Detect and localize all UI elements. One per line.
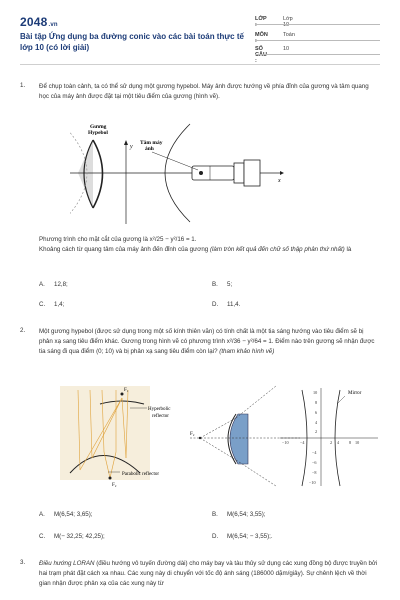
svg-text:F₁: F₁ (124, 388, 129, 393)
svg-text:8: 8 (349, 440, 352, 445)
question-1-text: Để chụp toàn cảnh, ta có thể sử dụng một gương hypebol. Máy ảnh được hướng về phía đỉnh của gương và tâm quang học của máy ảnh được đặt tại một tiêu điểm của gương (hình vẽ). (39, 83, 369, 100)
question-1-option-d[interactable]: D. 11,4. (212, 301, 241, 308)
svg-text:−4: −4 (312, 450, 317, 455)
svg-text:y: y (130, 144, 133, 150)
question-1-figure (70, 118, 370, 228)
question-2-number: 2. (20, 327, 26, 334)
document-title: Bài tập Ứng dụng ba đường conic vào các bài toán thực tế lớp 10 (có lời giải) (20, 32, 244, 52)
svg-text:2: 2 (330, 440, 333, 445)
svg-text:−10: −10 (282, 440, 289, 445)
svg-text:−8: −8 (312, 470, 317, 475)
svg-text:10: 10 (355, 440, 360, 445)
svg-text:6: 6 (315, 410, 318, 415)
svg-text:2: 2 (315, 429, 318, 434)
page-header: 2048.vn Bài tập Ứng dụng ba đường conic vào các bài toán thực tế lớp 10 (có lời giải) LỚP : Lớp 10 MÔN : Toán SỐ CÂU : 10 (0, 0, 400, 62)
svg-text:reflector: reflector (152, 414, 169, 419)
question-2-option-b[interactable]: B. M(6,54; 3,55); (212, 511, 266, 518)
svg-text:4: 4 (337, 440, 340, 445)
svg-text:Hypebol: Hypebol (88, 130, 108, 136)
svg-text:Hyperbolic: Hyperbolic (148, 407, 171, 412)
svg-text:Parabolic reflector: Parabolic reflector (122, 472, 160, 477)
svg-text:−4: −4 (300, 440, 305, 445)
question-1-number: 1. (20, 82, 26, 89)
svg-text:ảnh: ảnh (145, 146, 154, 152)
question-1-text2: Khoảng cách từ quang tâm của máy ảnh đến đỉnh của gương (làm tròn kết quả đến chữ số thập phân thứ nhất) là (39, 246, 352, 253)
site-logo[interactable]: 2048.vn (20, 15, 58, 29)
question-2-option-d[interactable]: D. M(6,54; − 3,55);. (212, 533, 273, 540)
svg-text:10: 10 (313, 390, 318, 395)
question-3-number: 3. (20, 559, 26, 566)
question-1-equation-line: Phương trình cho mặt cắt của gương là x²/25 − y²/16 = 1. (39, 236, 197, 243)
svg-text:4: 4 (315, 420, 318, 425)
question-2-equation: x²/36 − y²/64 = 1. (226, 337, 274, 345)
question-3-text: Điều hướng LORAN (điều hướng vô tuyến đường dài) cho máy bay và tàu thủy sử dụng các xung đồng bộ được truyền bởi hai trạm phát đặt cách xa nhau. Các xung này di chuyển với tốc độ ánh sáng (186000 dặm/giây). Sự chênh lệch về thời gian nhận được phản xạ của các xung này từ (39, 560, 378, 587)
question-2-option-c[interactable]: C. M(− 32,25; 42,25); (39, 533, 105, 540)
svg-text:Mirror: Mirror (348, 391, 362, 396)
svg-text:−10: −10 (309, 480, 316, 485)
svg-text:F₂: F₂ (190, 432, 195, 437)
question-1-equation: x²/25 − y²/16 = 1. (149, 236, 197, 243)
svg-text:8: 8 (315, 400, 318, 405)
question-2-figure (40, 378, 380, 490)
svg-text:x: x (278, 178, 281, 184)
question-2-text: Một gương hypebol (được sử dụng trong một số kính thiên văn) có tính chất là một tia sáng hướng vào tiêu điểm sẽ bị phản xạ sang tiêu điểm khác. Gương trong hình vẽ có phương trình x²/36 − y²/64 = 1. Điểm nào trên gương sẽ nhận được tia sáng đi qua điểm (0; 10) và bị phản xạ sang tiêu điểm còn lại? (tham khảo hình vẽ) (39, 328, 375, 355)
svg-text:F₂: F₂ (112, 483, 117, 488)
svg-text:−6: −6 (312, 460, 317, 465)
question-1-option-c[interactable]: C. 1,4; (39, 301, 65, 308)
question-1-option-b[interactable]: B. 5; (212, 281, 233, 288)
question-2-option-a[interactable]: A. M(6,54; 3,65); (39, 511, 93, 518)
header-divider (20, 64, 380, 65)
svg-text:Tâm máy: Tâm máy (140, 140, 163, 146)
svg-text:Gương: Gương (90, 124, 107, 130)
question-1-option-a[interactable]: A. 12,8; (39, 281, 68, 288)
